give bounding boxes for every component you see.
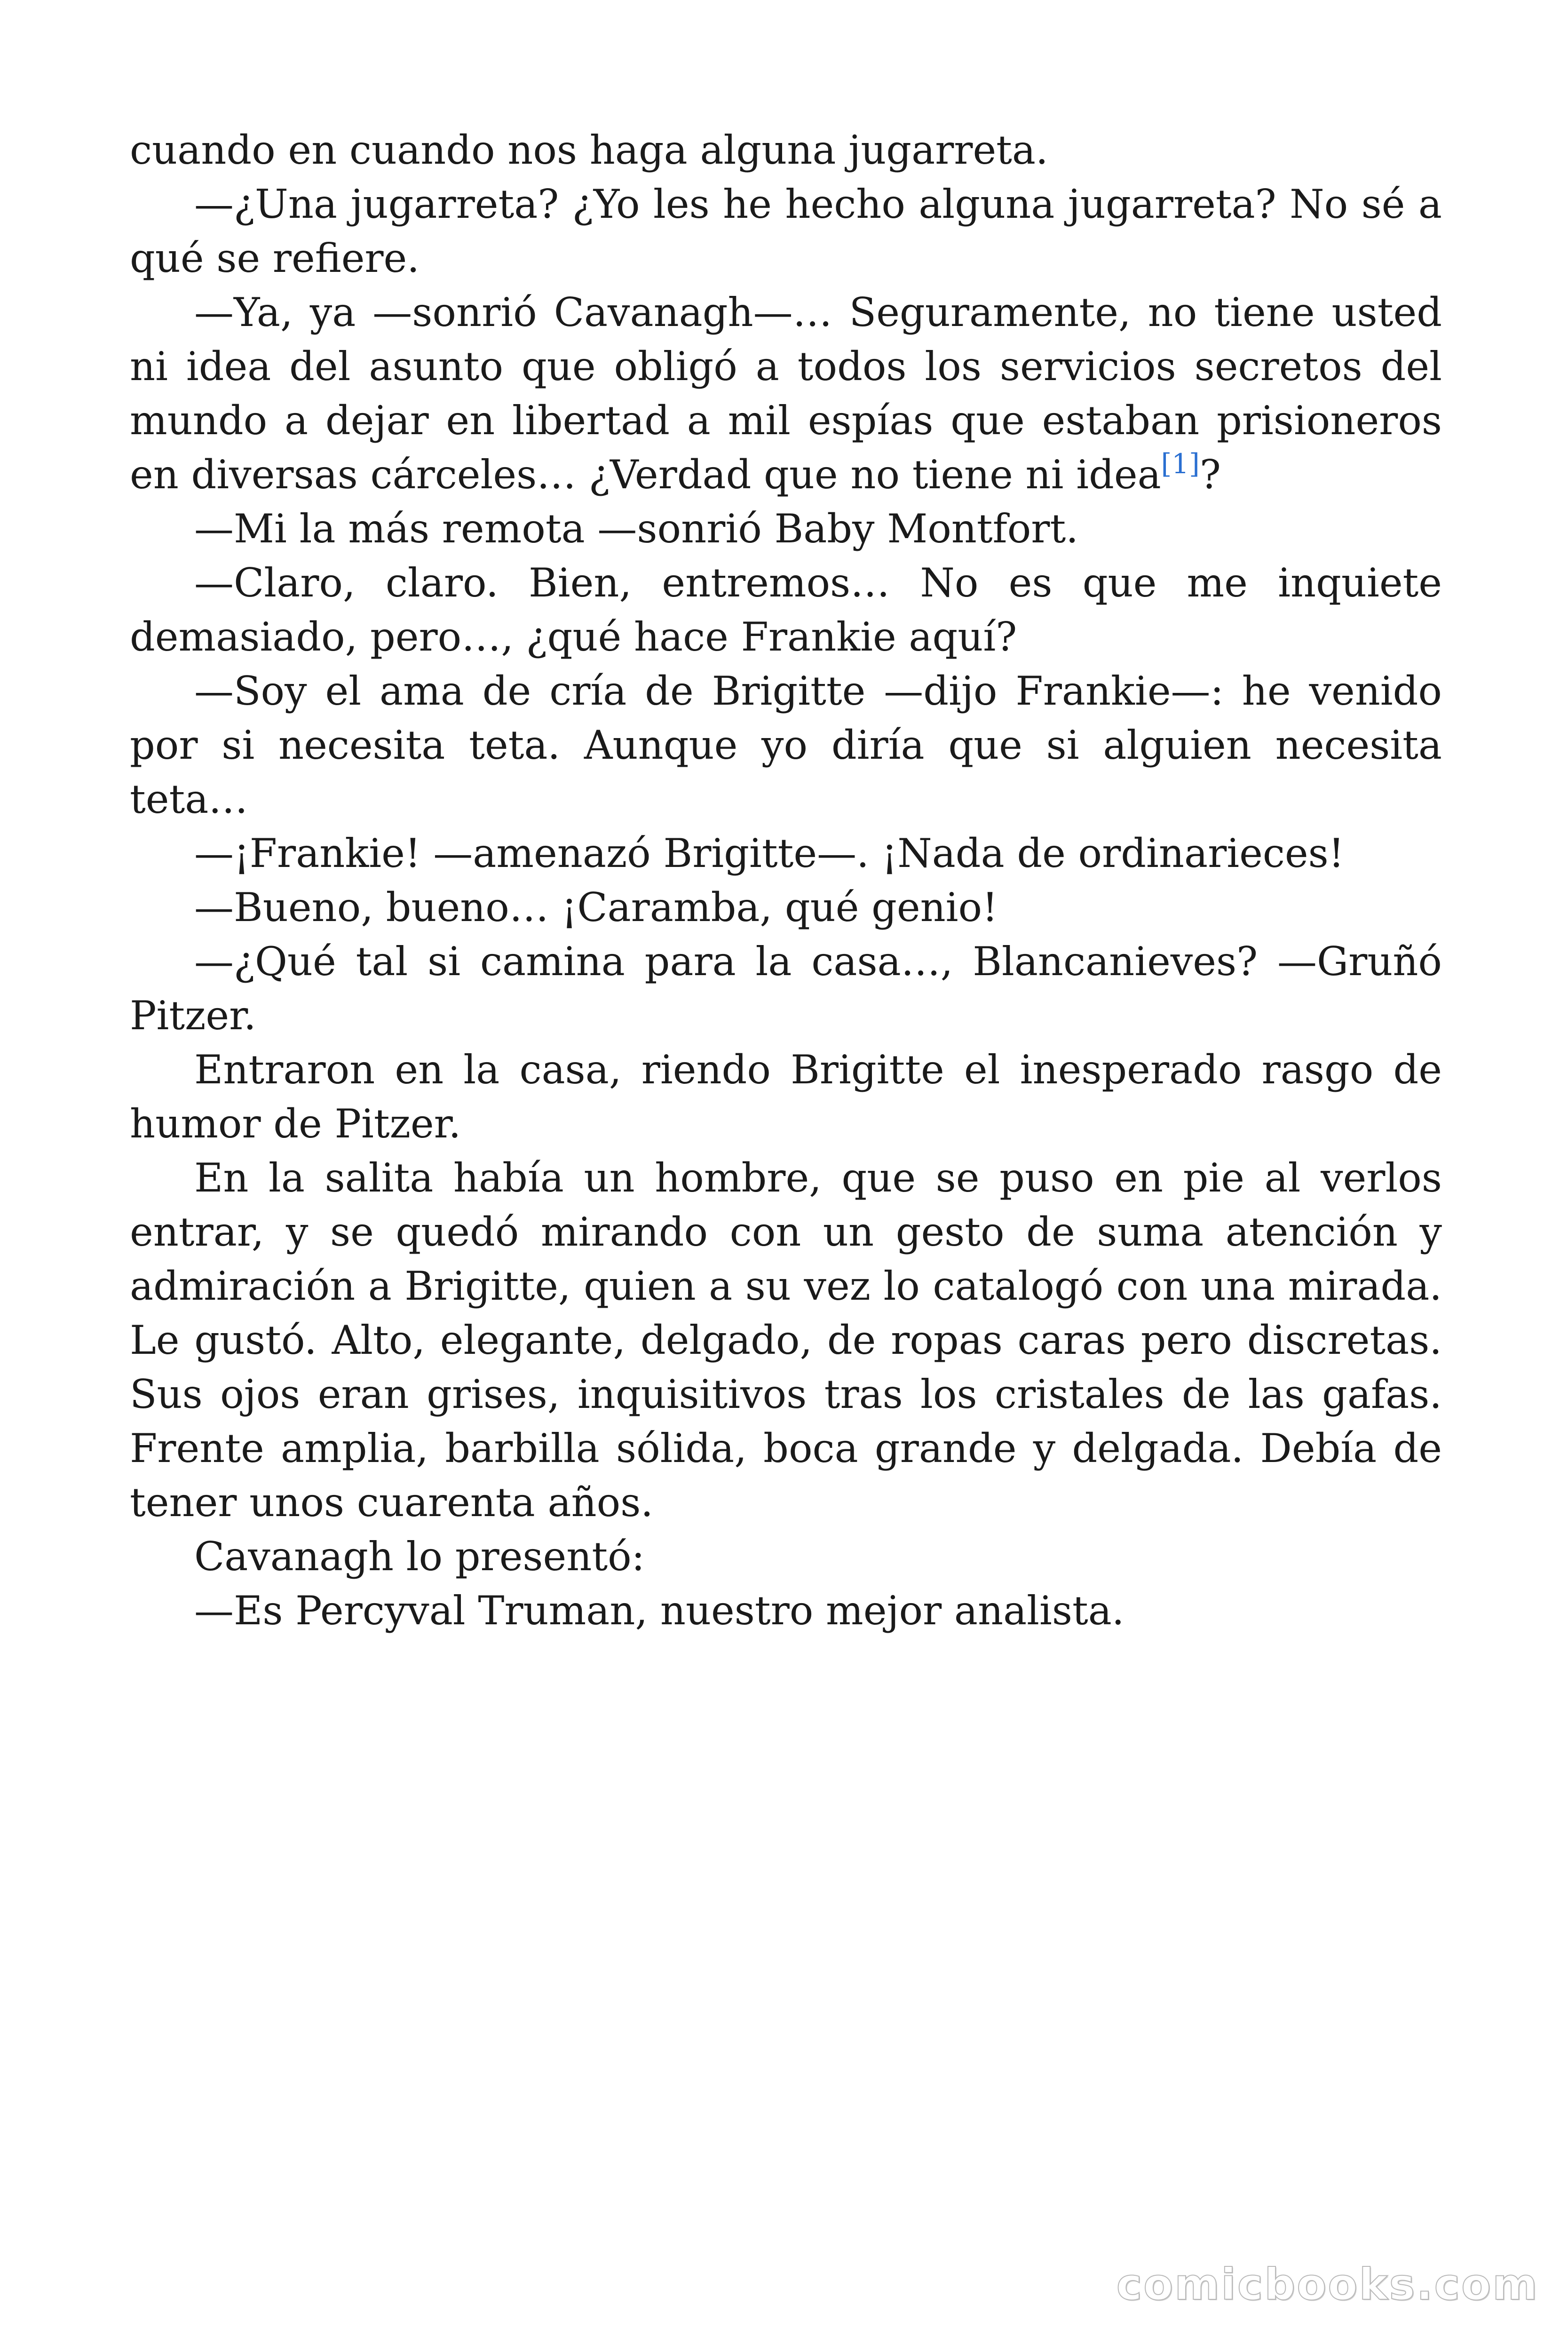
paragraph: —Bueno, bueno… ¡Caramba, qué genio! xyxy=(194,884,998,930)
paragraph: En la salita había un hombre, que se puso en pie al verlos entrar, y se quedó mirando con un gesto de suma atención y admiración a Brigitte, quien a su vez lo catalogó con una mirada. Le gustó. Alto, elegante, delgado, de ropas caras pero discretas. Sus ojos eran grises, inquisitivos tras los cristales de las gafas. Frente amplia, barbilla sólida, boca grande y delgada. Debía de tener unos cuarenta años. xyxy=(130,1155,1442,1526)
footnote-link[interactable]: [1] xyxy=(1161,448,1200,480)
paragraph: —Claro, claro. Bien, entremos… No es que me inquiete demasiado, pero…, ¿qué hace Frankie aquí? xyxy=(130,560,1442,660)
paragraph: cuando en cuando nos haga alguna jugarreta. xyxy=(130,127,1048,173)
paragraph xyxy=(130,286,1442,502)
page-body xyxy=(130,123,1442,1638)
paragraph: Entraron en la casa, riendo Brigitte el inesperado rasgo de humor de Pitzer. xyxy=(130,1047,1442,1147)
paragraph: —Soy el ama de cría de Brigitte —dijo Frankie—: he venido por si necesita teta. Aunque yo diría que si alguien necesita teta… xyxy=(130,668,1442,822)
paragraph: —Mi la más remota —sonrió Baby Montfort. xyxy=(194,506,1078,552)
paragraph: —¿Qué tal si camina para la casa…, Blancanieves? —Gruñó Pitzer. xyxy=(130,938,1442,1039)
paragraph-text: ? xyxy=(1199,452,1221,498)
paragraph-text: —Ya, ya —sonrió Cavanagh—… Seguramente, no tiene usted ni idea del asunto que obligó a todos los servicios secretos del mundo a dejar en libertad a mil espías que estaban prisioneros en diversas cárceles… ¿Verdad que no tiene ni idea xyxy=(130,289,1442,498)
paragraph: —¡Frankie! —amenazó Brigitte—. ¡Nada de ordinarieces! xyxy=(194,830,1345,876)
paragraph: —¿Una jugarreta? ¿Yo les he hecho alguna jugarreta? No sé a qué se refiere. xyxy=(130,181,1442,281)
watermark-logo: comicbooks.com xyxy=(1116,2259,1539,2310)
paragraph: Cavanagh lo presentó: xyxy=(194,1534,645,1580)
paragraph: —Es Percyval Truman, nuestro mejor analista. xyxy=(194,1588,1125,1634)
